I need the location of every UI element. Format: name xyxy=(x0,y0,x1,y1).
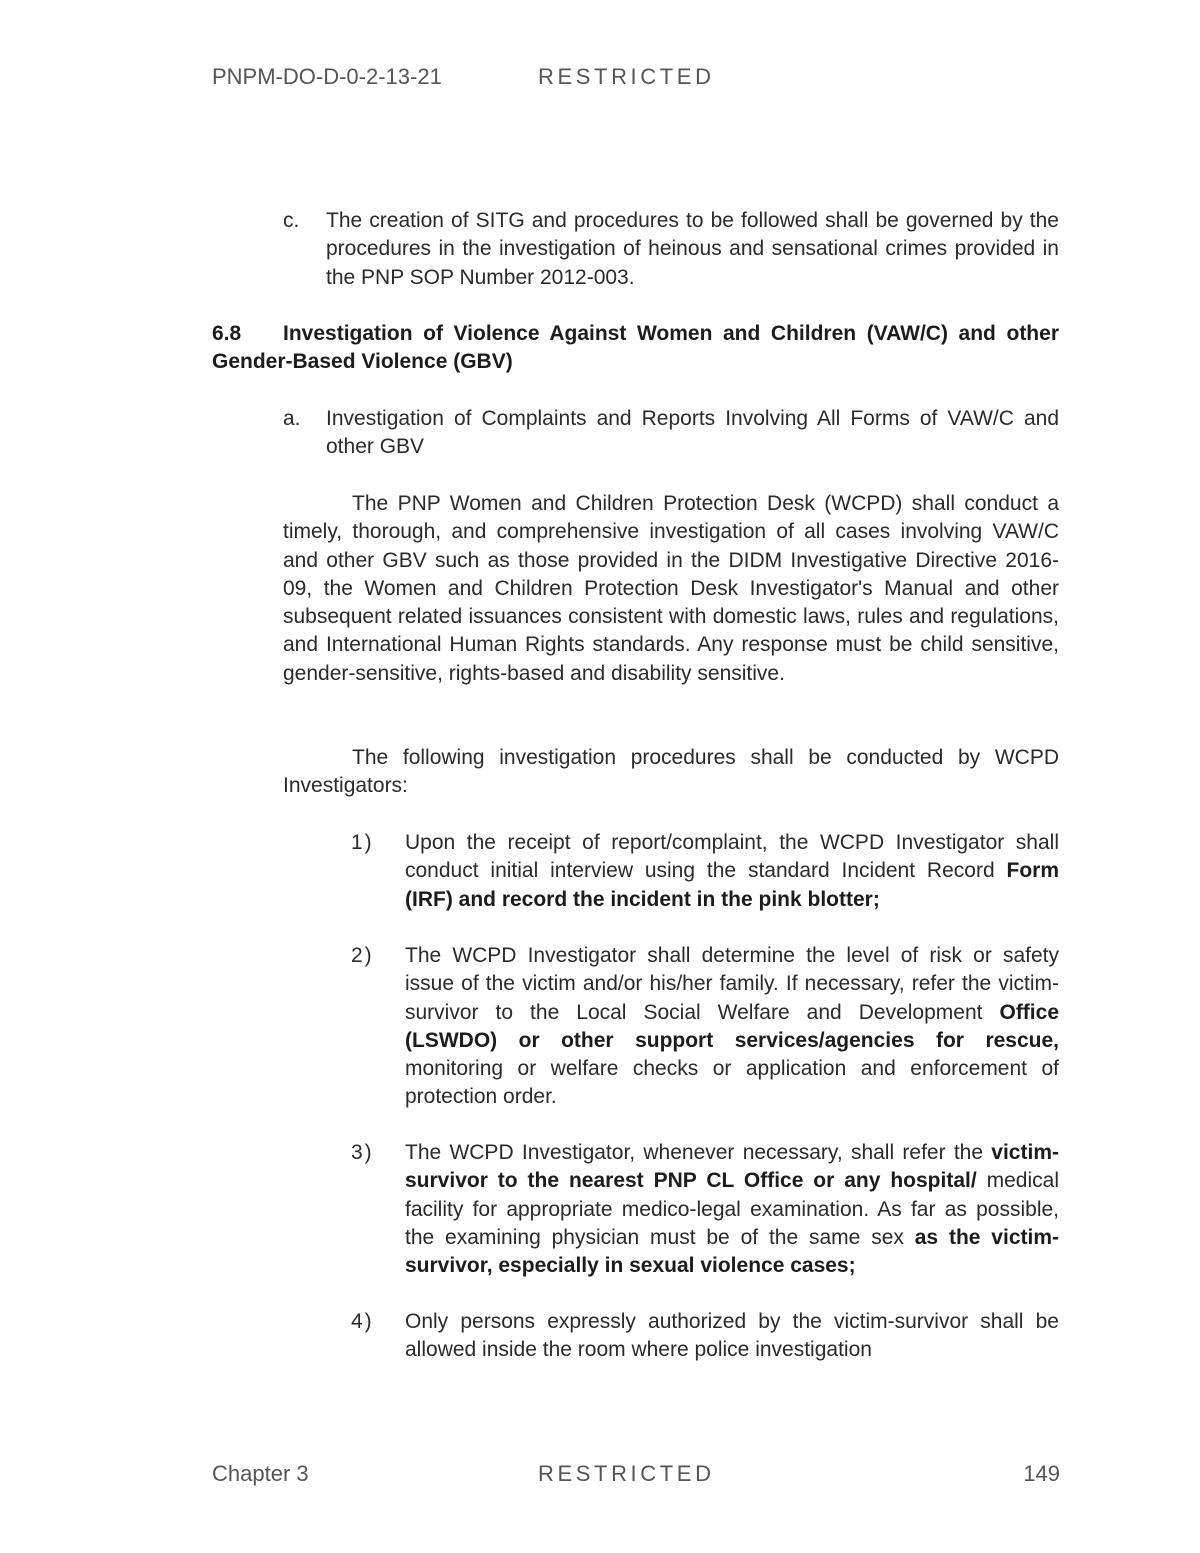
section-title: Investigation of Violence Against Women and Children (VAW/C) and other Gender-Based Violence (GBV) xyxy=(212,322,1059,374)
item-a-text: Investigation of Complaints and Reports Involving All Forms of VAW/C and other GBV xyxy=(326,407,1059,459)
footer-page-number: 149 xyxy=(1023,1461,1060,1486)
procedure-2-bold: Office (LSWDO) or other support services/agencies for rescue, xyxy=(405,1000,1059,1052)
procedure-4-text: Only persons expressly authorized by the victim-survivor shall be allowed inside the room where police investigation xyxy=(405,1310,1059,1362)
procedure-4-marker: 4) xyxy=(351,1310,374,1333)
header-doc-code: PNPM-DO-D-0-2-13-21 xyxy=(212,64,442,89)
paragraph-wcpd-investigation: The PNP Women and Children Protection Desk (WCPD) shall conduct a timely, thorough, and comprehensive investigation of all cases involving VAW/C and other GBV such as those provided in the DIDM Investigative Directive 2016-09, the Women and Children Protection Desk Investigator's Manual and other subsequent related issuances consistent with domestic laws, rules and regulations, and International Human Rights standards. Any response must be child sensitive, gender-sensitive, rights-based and disability sensitive. xyxy=(283,492,1059,685)
paragraph-procedures-intro: The following investigation procedures shall be conducted by WCPD Investigators: xyxy=(283,746,1059,798)
section-number: 6.8 xyxy=(212,322,242,345)
procedure-3-bold: victim-survivor to the nearest PNP CL Office or any hospital/ xyxy=(405,1141,1059,1193)
footer-classification: RESTRICTED xyxy=(538,1461,715,1486)
procedure-3-body: The WCPD Investigator, whenever necessary, shall refer the xyxy=(405,1141,984,1164)
header-classification: RESTRICTED xyxy=(538,64,715,89)
procedure-3-after: medical facility for appropriate medico-legal examination. As far as possible, the examining physician must be of the same sex xyxy=(405,1169,1059,1249)
procedure-2-after: monitoring or welfare checks or application and enforcement of protection order. xyxy=(405,1057,1059,1109)
item-a-marker: a. xyxy=(283,407,301,430)
procedure-1-marker: 1) xyxy=(351,831,374,854)
footer-chapter: Chapter 3 xyxy=(212,1461,309,1486)
procedure-2-body: The WCPD Investigator shall determine the level of risk or safety issue of the victim and/or his/her family. If necessary, refer the victim-survivor to the Local Social Welfare and Development xyxy=(405,944,1059,1024)
section-heading xyxy=(212,320,1059,377)
procedure-3-bold-2: as the victim-survivor, especially in sexual violence cases; xyxy=(405,1225,1059,1278)
procedure-3-marker: 3) xyxy=(351,1141,374,1164)
procedure-3-text xyxy=(405,1139,1059,1280)
procedure-2-text xyxy=(405,942,1059,1112)
item-c-text: The creation of SITG and procedures to be followed shall be governed by the procedures in the investigation of heinous and sensational crimes provided in the PNP SOP Number 2012-003. xyxy=(326,209,1059,289)
procedure-1-text xyxy=(405,829,1059,914)
item-c-marker: c. xyxy=(283,209,300,232)
procedure-1-bold: Form (IRF) and record the incident in the pink blotter; xyxy=(405,859,1059,911)
procedure-2-marker: 2) xyxy=(351,944,374,967)
procedure-1-body: Upon the receipt of report/complaint, the WCPD Investigator shall conduct initial interview using the standard Incident Record xyxy=(405,831,1059,883)
